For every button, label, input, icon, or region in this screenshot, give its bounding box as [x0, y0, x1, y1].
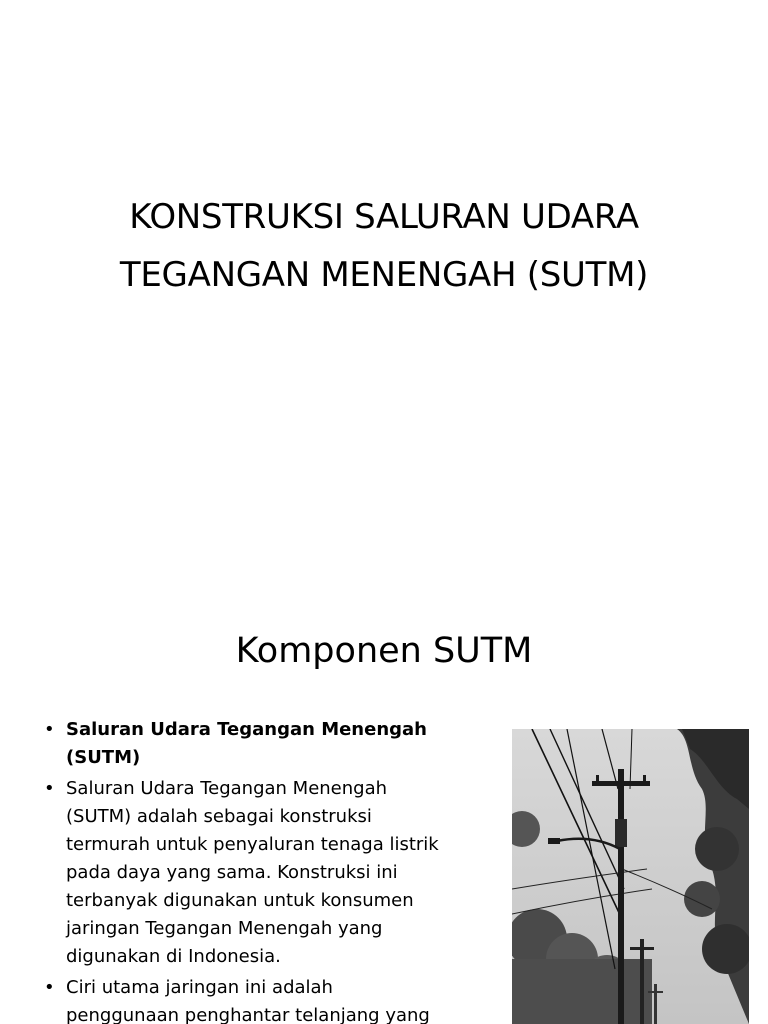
bullet-text: Saluran Udara Tegangan Menengah (SUTM) — [66, 719, 427, 768]
bullet-item — [44, 716, 449, 772]
bullet-item — [44, 775, 449, 971]
bullet-marker: • — [44, 719, 55, 740]
content-slide — [0, 580, 768, 1024]
bullet-marker: • — [44, 778, 55, 799]
title-line-2: TEGANGAN MENENGAH (SUTM) — [119, 255, 649, 295]
bullet-item — [44, 974, 449, 1024]
bullet-marker: • — [44, 977, 55, 998]
utility-pole-photo — [512, 729, 749, 1024]
title-line-1: KONSTRUKSI SALURAN UDARA — [129, 197, 639, 237]
bullet-list — [44, 716, 449, 1024]
slide-title — [0, 188, 768, 304]
slide-heading: Komponen SUTM — [235, 631, 533, 671]
bullet-text: Saluran Udara Tegangan Menengah (SUTM) adalah sebagai konstruksi termurah untuk penyaluran tenaga listrik pada daya yang sama. Konstruksi ini terbanyak digunakan untuk konsumen jaringan Tegangan Menengah yang digunakan di Indonesia. — [66, 778, 439, 967]
bullet-text: Ciri utama jaringan ini adalah penggunaan penghantar telanjang yang — [66, 977, 430, 1024]
